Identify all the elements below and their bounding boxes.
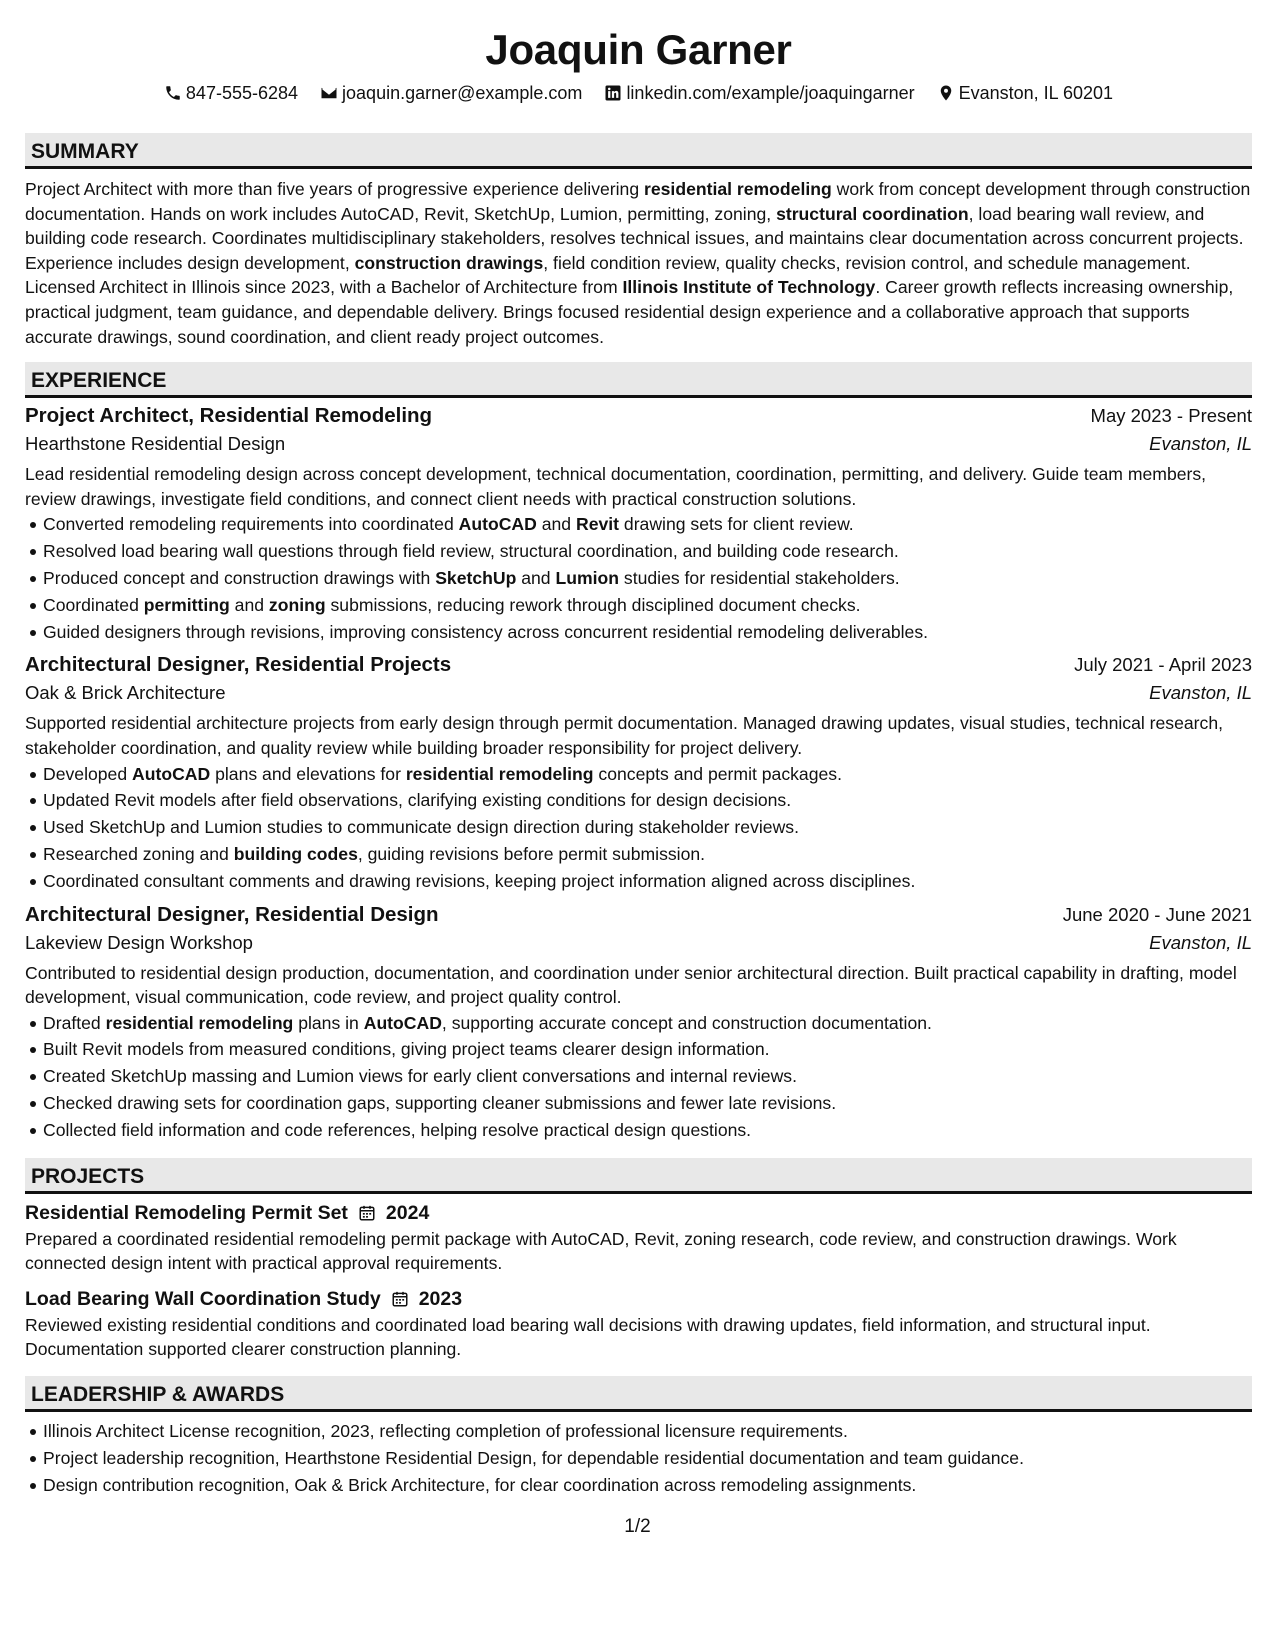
job-bullet	[25, 868, 1252, 895]
phone-icon	[164, 84, 182, 102]
job-bullet	[25, 761, 1252, 788]
text-segment: and	[536, 514, 576, 535]
job-company-row	[25, 932, 1252, 954]
emphasis-text: AutoCAD	[132, 763, 211, 784]
emphasis-text: AutoCAD	[458, 514, 537, 535]
project-name: Load Bearing Wall Coordination Study	[25, 1287, 381, 1310]
project-entry	[25, 1288, 1252, 1362]
section-header-summary: SUMMARY	[25, 133, 1252, 169]
job-company: Oak & Brick Architecture	[25, 682, 226, 704]
job-title-row	[25, 653, 1252, 677]
text-segment: Drafted	[43, 1012, 106, 1033]
job-description: Contributed to residential design production, documentation, and coordination under senior architectural direction. Built practical capability in drafting, model development, visual communication, code review, and project quality control.	[25, 962, 1237, 1008]
leadership-item: Illinois Architect License recognition, 2023, reflecting completion of professional licensure requirements.	[25, 1418, 1252, 1445]
contact-email[interactable]	[320, 83, 582, 104]
emphasis-text: residential remodeling	[644, 179, 832, 199]
section-header-leadership: LEADERSHIP & AWARDS	[25, 1376, 1252, 1412]
job-bullets	[25, 1010, 1252, 1144]
page-number: 1/2	[624, 1516, 651, 1537]
text-segment: studies for residential stakeholders.	[619, 567, 900, 588]
candidate-name: Joaquin Garner	[485, 26, 792, 73]
text-segment: , field condition review, quality checks, revision control, and schedule management. Licensed Architect in Illinois since 2023, with a Bachelor of Architecture from	[25, 252, 1191, 298]
text-segment: Updated Revit models after field observations, clarifying existing conditions for design decisions.	[43, 790, 792, 811]
job-title: Architectural Designer, Residential Design	[25, 902, 439, 926]
job-description: Lead residential remodeling design across concept development, technical documentation, coordination, permitting, and delivery. Guide team members, review drawings, investigate field conditions, and connect client needs with practical construction solutions.	[25, 464, 1207, 509]
text-segment: Built Revit models from measured conditions, giving project teams clearer design information.	[43, 1039, 770, 1060]
text-segment: Checked drawing sets for coordination gaps, supporting cleaner submissions and fewer late revisions.	[43, 1093, 837, 1114]
leadership-item: Project leadership recognition, Hearthstone Residential Design, for dependable residential documentation and team guidance.	[25, 1445, 1252, 1472]
job-company-row	[25, 433, 1252, 455]
text-segment: concepts and permit packages.	[593, 763, 842, 784]
text-segment: Collected field information and code references, helping resolve practical design questions.	[43, 1119, 752, 1140]
project-year: 2023	[418, 1287, 463, 1310]
emphasis-text: zoning	[268, 594, 326, 615]
text-segment: , guiding revisions before permit submission.	[357, 843, 706, 864]
text-segment: plans in	[293, 1012, 364, 1033]
emphasis-text: Revit	[575, 514, 620, 535]
text-segment: and	[229, 594, 269, 615]
job-bullet	[25, 1063, 1252, 1090]
resume-page	[25, 0, 1252, 1498]
emphasis-text: AutoCAD	[363, 1012, 442, 1033]
contact-linkedin[interactable]	[604, 83, 914, 104]
phone-text: 847-555-6284	[185, 82, 299, 103]
project-description: Reviewed existing residential conditions and coordinated load bearing wall decisions with drawing updates, field information, and structural input. Documentation supported clearer construction planning.	[25, 1314, 1151, 1360]
text-segment: . Career growth reflects increasing ownership, practical judgment, team guidance, and dependable delivery. Brings focused residential design experience and a collaborative approach that supports accurate drawings, sound coordination, and client ready project outcomes.	[25, 277, 1234, 347]
job-location: Evanston, IL	[1149, 931, 1252, 953]
text-segment: Researched zoning and	[43, 843, 234, 864]
emphasis-text: permitting	[143, 594, 230, 615]
text-segment: Developed	[43, 763, 133, 784]
emphasis-text: residential remodeling	[405, 763, 594, 784]
job-dates: June 2020 - June 2021	[1062, 903, 1252, 925]
linkedin-text[interactable]: linkedin.com/example/joaquingarner	[626, 82, 915, 103]
project-entry	[25, 1202, 1252, 1276]
job-bullet	[25, 787, 1252, 814]
job-bullets	[25, 761, 1252, 895]
project-year: 2024	[385, 1201, 430, 1224]
job-company: Hearthstone Residential Design	[25, 433, 286, 455]
leadership-list	[25, 1418, 1252, 1498]
job-bullet	[25, 565, 1252, 592]
emphasis-text: Illinois Institute of Technology	[622, 277, 876, 298]
emphasis-text: structural coordination	[776, 203, 969, 224]
text-segment: Produced concept and construction drawings with	[43, 567, 436, 588]
text-segment: Project Architect with more than five years of progressive experience delivering	[25, 179, 645, 199]
job-bullet	[25, 1090, 1252, 1117]
job-bullet	[25, 511, 1252, 538]
text-segment: and	[516, 567, 556, 588]
job-bullet	[25, 538, 1252, 565]
job-bullets	[25, 511, 1252, 645]
job-title-row	[25, 404, 1252, 428]
job-dates: May 2023 - Present	[1090, 405, 1252, 427]
text-segment: Resolved load bearing wall questions through field review, structural coordination, and building code research.	[43, 541, 899, 562]
job-dates: July 2021 - April 2023	[1074, 654, 1252, 676]
text-segment: submissions, reducing rework through disciplined document checks.	[325, 594, 861, 615]
leadership-item: Design contribution recognition, Oak & Brick Architecture, for clear coordination across remodeling assignments.	[25, 1472, 1252, 1499]
text-segment: Coordinated	[43, 594, 144, 615]
project-title-row	[25, 1202, 1252, 1225]
contact-bar	[25, 80, 1252, 106]
job-bullet	[25, 592, 1252, 619]
job-entry	[25, 903, 1252, 1144]
email-text[interactable]: joaquin.garner@example.com	[342, 82, 583, 103]
text-segment: , supporting accurate concept and construction documentation.	[441, 1012, 932, 1033]
envelope-icon	[320, 84, 338, 102]
text-segment: plans and elevations for	[210, 763, 406, 784]
job-bullet	[25, 1010, 1252, 1037]
job-location: Evanston, IL	[1149, 433, 1252, 455]
job-bullet	[25, 1117, 1252, 1144]
emphasis-text: residential remodeling	[105, 1012, 294, 1033]
job-company: Lakeview Design Workshop	[25, 931, 253, 953]
job-company-row	[25, 682, 1252, 704]
calendar-icon	[391, 1290, 409, 1308]
project-title-row	[25, 1288, 1252, 1311]
summary-paragraph	[25, 177, 1252, 349]
linkedin-icon	[604, 84, 622, 102]
job-title: Architectural Designer, Residential Projects	[25, 653, 452, 677]
map-pin-icon	[937, 84, 955, 102]
text-segment: Coordinated consultant comments and drawing revisions, keeping project information aligned across disciplines.	[43, 870, 916, 891]
section-header-projects: PROJECTS	[25, 1158, 1252, 1194]
emphasis-text: SketchUp	[435, 567, 517, 588]
emphasis-text: construction drawings	[354, 252, 544, 273]
text-segment: , load bearing wall review, and building code research. Coordinates multidisciplinary stakeholders, resolves technical issues, and maintains clear documentation across concurrent projects. Experience includes design development,	[25, 203, 1244, 273]
text-segment: Used SketchUp and Lumion studies to communicate design direction during stakeholder reviews.	[43, 817, 799, 838]
text-segment: work from concept development through construction documentation. Hands on work includes AutoCAD, Revit, SketchUp, Lumion, permitting, zoning,	[25, 179, 1251, 224]
job-bullet	[25, 841, 1252, 868]
job-bullet	[25, 814, 1252, 841]
text-segment: drawing sets for client review.	[619, 514, 854, 535]
calendar-icon	[358, 1204, 376, 1222]
job-entry	[25, 653, 1252, 894]
contact-location	[937, 83, 1113, 104]
job-location: Evanston, IL	[1149, 682, 1252, 704]
emphasis-text: building codes	[233, 843, 358, 864]
job-bullet	[25, 1036, 1252, 1063]
emphasis-text: Lumion	[555, 567, 620, 588]
job-description: Supported residential architecture projects from early design through permit documentation. Managed drawing updates, visual studies, technical research, stakeholder coordination, and quality review while building broader responsibility for project delivery.	[25, 713, 1224, 758]
job-title-row	[25, 903, 1252, 927]
project-name: Residential Remodeling Permit Set	[25, 1201, 348, 1224]
text-segment: Created SketchUp massing and Lumion views for early client conversations and internal reviews.	[43, 1066, 797, 1087]
location-text: Evanston, IL 60201	[958, 82, 1114, 103]
text-segment: Guided designers through revisions, improving consistency across concurrent residential remodeling deliverables.	[43, 621, 929, 642]
project-description: Prepared a coordinated residential remodeling permit package with AutoCAD, Revit, zoning research, code review, and construction drawings. Work connected design intent with practical approval requirements.	[25, 1228, 1177, 1274]
contact-phone	[164, 83, 298, 104]
section-header-experience: EXPERIENCE	[25, 362, 1252, 398]
job-bullet	[25, 619, 1252, 646]
job-entry	[25, 404, 1252, 645]
text-segment: Converted remodeling requirements into coordinated	[43, 514, 459, 535]
job-title: Project Architect, Residential Remodeling	[25, 404, 433, 428]
